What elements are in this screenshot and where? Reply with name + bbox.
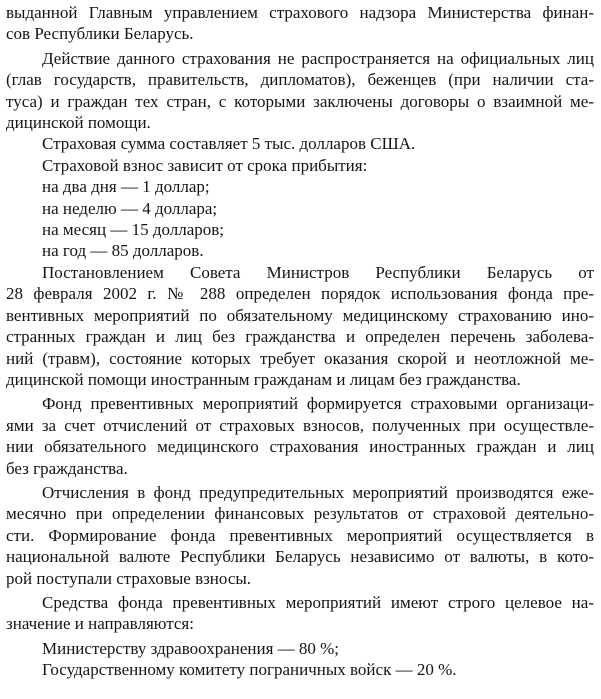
text-line: сов Республики Беларусь.: [6, 24, 194, 44]
text-line: Отчисления в фонд предупредительных мероприятий производятся еже-: [42, 482, 594, 502]
allocation-list: [6, 638, 594, 681]
paragraph-resolution: [6, 262, 594, 390]
list-item: на два дня — 1 доллар;: [42, 177, 210, 197]
text-line: Средства фонда превентивных мероприятий имеют строго целевое на-: [42, 592, 594, 612]
text-line: нии обязательного медицинского страхования иностранных граждан и лиц: [6, 437, 594, 457]
text-line: национальной валюте Республики Беларусь независимо от валюты, в кото-: [6, 547, 594, 567]
text-line: выданной Главным управлением страхового надзора Министерства финан-: [6, 3, 594, 22]
text-line: ний (травм), состояние которых требует оказания скорой и неотложной ме-: [6, 348, 594, 368]
paragraph-fund-usage: [6, 592, 594, 635]
list-item: Министерству здравоохранения — 80 %;: [42, 638, 340, 658]
text-line: без гражданства.: [6, 458, 128, 478]
paragraph-deductions: [6, 482, 594, 589]
text-line: рой поступали страховые взносы.: [6, 568, 252, 588]
document-page: [6, 2, 594, 681]
text-line: Страховой взнос зависит от срока прибытия:: [42, 155, 368, 175]
list-item: на месяц — 15 долларов;: [42, 220, 225, 240]
text-line: ями за счет отчислений от страховых взносов, полученных при осуществле-: [6, 415, 594, 435]
text-line: дицинской помощи.: [6, 113, 151, 133]
text-line: дицинской помощи иностранным гражданам и лицам без гражданства.: [6, 369, 521, 389]
text-line: (глав государств, правительств, дипломатов), беженцев (при наличии ста-: [6, 70, 594, 90]
text-line: месячно при определении финансовых результатов от страховой деятельно-: [6, 504, 594, 524]
text-line: туса) и граждан тех стран, с которыми заключены договоры о взаимной ме-: [6, 91, 594, 111]
list-item: на год — 85 долларов.: [42, 241, 204, 261]
paragraph-intro-continuation: [6, 2, 594, 45]
text-line: сти. Формирование фонда превентивных мероприятий осуществляется в: [6, 525, 594, 545]
text-line: Страховая сумма составляет 5 тыс. долларов США.: [42, 134, 416, 154]
text-line: Действие данного страхования не распространяется на официальных лиц: [42, 48, 594, 68]
paragraph-sum-insured: [6, 133, 594, 154]
text-line: Постановлением Совета Министров Республики Беларусь от: [42, 262, 594, 282]
paragraph-exclusions: [6, 48, 594, 134]
text-line: 28 февраля 2002 г. № 288 определен порядок использования фонда пре-: [6, 284, 594, 304]
text-line: значение и направляются:: [6, 614, 194, 634]
text-line: странных граждан и лиц без гражданства и определен перечень заболева-: [6, 327, 594, 347]
list-item: Государственному комитету пограничных войск — 20 %.: [42, 660, 457, 680]
text-line: Фонд превентивных мероприятий формируется страховыми организаци-: [42, 394, 594, 414]
text-line: вентивных мероприятий по обязательному медицинскому страхованию ино-: [6, 305, 594, 325]
paragraph-fund-formation: [6, 393, 594, 479]
list-item: на неделю — 4 доллара;: [42, 198, 218, 218]
premium-list: [6, 176, 594, 262]
paragraph-premium-intro: [6, 155, 594, 176]
